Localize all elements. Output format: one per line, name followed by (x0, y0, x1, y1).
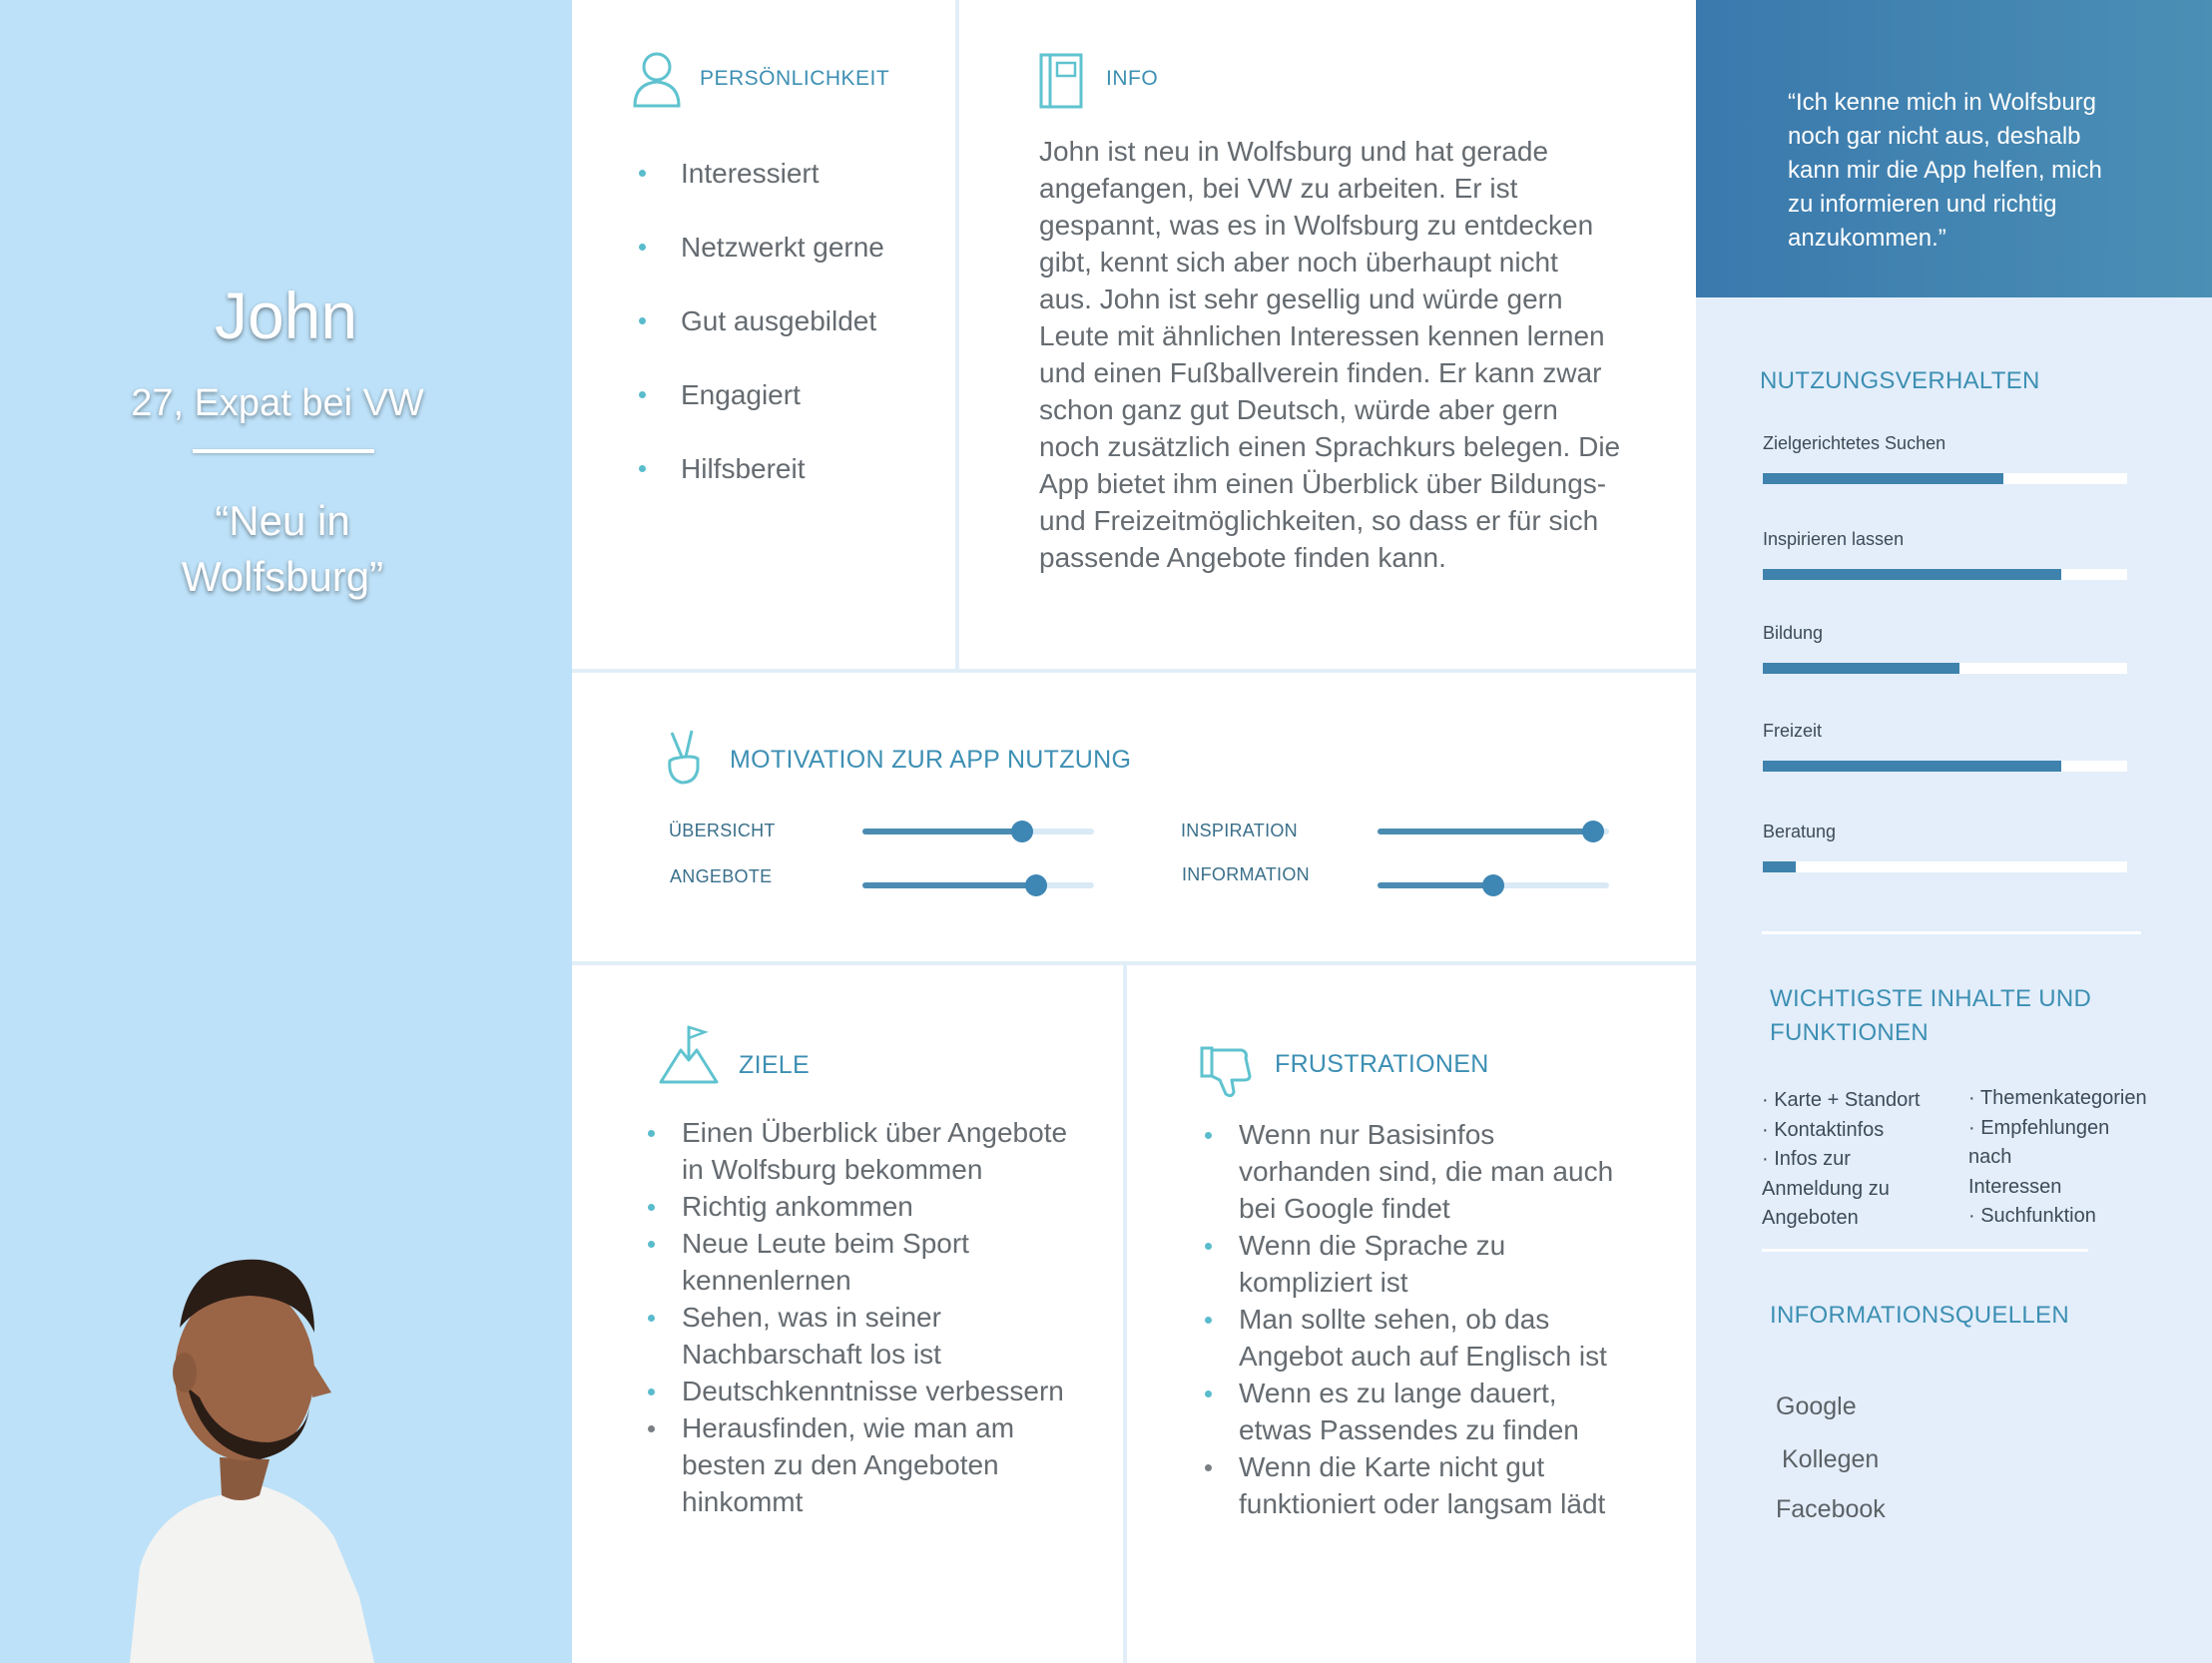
usage-bar (1763, 473, 2127, 484)
usage-bar-fill (1763, 861, 1796, 872)
content-item: Interessen (1968, 1175, 2062, 1198)
goals-item-line: hinkommt (682, 1486, 804, 1517)
person-icon (631, 50, 683, 108)
usage-bar-label: Zielgerichtetes Suchen (1763, 433, 1946, 453)
frustrations-item-line: kompliziert ist (1239, 1267, 1408, 1298)
slider-fill (862, 882, 1036, 888)
divider (1762, 931, 2141, 934)
content-item: · Empfehlungen (1968, 1116, 2110, 1139)
quote-box (1696, 0, 2212, 297)
frustrations-item (1197, 1301, 1636, 1375)
bullet-dot (648, 1241, 655, 1248)
slider-information[interactable] (1378, 882, 1609, 888)
usage-bar-fill (1763, 761, 2061, 772)
frustrations-item (1197, 1448, 1636, 1522)
frustrations-item-line: Wenn die Sprache zu (1239, 1230, 1506, 1261)
content-item: Anmeldung zu (1762, 1177, 1890, 1200)
usage-bar (1763, 663, 2127, 674)
frustrations-title: FRUSTRATIONEN (1275, 1050, 1489, 1078)
usage-bar-label: Inspirieren lassen (1763, 529, 1905, 549)
usage-bar-fill (1763, 663, 1959, 674)
quote-line: anzukommen.” (1788, 225, 1946, 252)
frustrations-item-line: etwas Passendes zu finden (1239, 1414, 1579, 1445)
goals-item-line: Nachbarschaft los ist (682, 1339, 941, 1370)
book-icon (1039, 53, 1083, 109)
contents-list-left (1762, 1086, 1920, 1234)
bullet-dot (639, 317, 646, 324)
info-line: gibt, kennt sich aber noch überhaupt nicht (1039, 247, 1558, 277)
info-line: und Freizeitmöglichkeiten, so dass er für sich (1039, 505, 1599, 536)
frustrations-item-line: Wenn es zu lange dauert, (1239, 1378, 1557, 1408)
goals-item (640, 1225, 1079, 1299)
quote-text (1788, 86, 2177, 256)
goals-title: ZIELE (739, 1051, 810, 1079)
bullet-dot (648, 1425, 655, 1432)
frustrations-item-line: Wenn nur Basisinfos (1239, 1119, 1495, 1150)
usage-bar-fill (1763, 569, 2061, 580)
usage-bar (1763, 761, 2127, 772)
slider-angebote[interactable] (862, 882, 1094, 888)
info-line: aus. John ist sehr gesellig und würde gern (1039, 283, 1563, 314)
goals-item-line: kennenlernen (682, 1265, 851, 1296)
info-title: INFO (1106, 67, 1159, 90)
goals-item-line: Deutschkenntnisse verbessern (682, 1376, 1064, 1406)
goals-item-line: Sehen, was in seiner (682, 1302, 941, 1333)
frustrations-item-line: vorhanden sind, die man auch (1239, 1156, 1614, 1187)
bullet-dot (648, 1315, 655, 1322)
usage-bar (1763, 569, 2127, 580)
info-line: Leute mit ähnlichen Interessen kennen lernen (1039, 320, 1605, 351)
usage-bar-fill (1763, 473, 2003, 484)
grid-divider (572, 669, 1696, 673)
quote-line: kann mir die App helfen, mich (1788, 157, 2102, 184)
quote-line: noch gar nicht aus, deshalb (1788, 123, 2081, 150)
bullet-dot (1205, 1132, 1212, 1139)
slider-label-information: INFORMATION (1182, 864, 1310, 884)
content-item: · Kontaktinfos (1762, 1118, 1885, 1141)
persona-subtitle: 27, Expat bei VW (131, 382, 424, 424)
frustrations-item-line: funktioniert oder langsam lädt (1239, 1488, 1606, 1519)
slider-label-uebersicht: ÜBERSICHT (669, 821, 776, 840)
frustrations-list (1197, 1116, 1636, 1522)
bullet-dot (1205, 1243, 1212, 1250)
frustrations-item-line: Man sollte sehen, ob das (1239, 1304, 1550, 1335)
goals-item (640, 1373, 1079, 1409)
victory-hand-icon (662, 727, 706, 787)
persona-tagline (0, 493, 565, 605)
thumbs-down-icon (1200, 1044, 1254, 1098)
slider-knob[interactable] (1582, 821, 1604, 842)
bullet-dot (639, 391, 646, 398)
info-text (1039, 133, 1638, 576)
info-line: noch zusätzlich einen Sprachkurs belegen. Die (1039, 431, 1621, 462)
personality-item-label: Engagiert (681, 379, 801, 410)
quote-line: zu informieren und richtig (1788, 191, 2057, 218)
bullet-dot (1205, 1390, 1212, 1397)
bullet-dot (648, 1388, 655, 1395)
goals-list (640, 1114, 1079, 1520)
grid-divider (955, 0, 959, 669)
motivation-title: MOTIVATION ZUR APP NUTZUNG (730, 746, 1132, 774)
bullet-dot (639, 170, 646, 177)
goals-item-line: Neue Leute beim Sport (682, 1228, 969, 1259)
slider-label-angebote: ANGEBOTE (670, 866, 773, 886)
personality-item (639, 297, 884, 371)
slider-fill (1378, 829, 1593, 834)
info-line: schon ganz gut Deutsch, würde aber gern (1039, 394, 1558, 425)
bullet-dot (639, 244, 646, 251)
persona-panel (0, 0, 572, 1663)
slider-label-inspiration: INSPIRATION (1181, 821, 1298, 840)
content-item: nach (1968, 1146, 2012, 1168)
goals-item-line: Einen Überblick über Angebote (682, 1117, 1068, 1148)
content-item: · Infos zur (1762, 1148, 1851, 1170)
frustrations-item-line: Angebot auch auf Englisch ist (1239, 1341, 1607, 1372)
bullet-dot (639, 465, 646, 472)
info-line: gespannt, was es in Wolfsburg zu entdecken (1039, 210, 1594, 241)
goals-item (640, 1114, 1079, 1188)
personality-title: PERSÖNLICHKEIT (700, 67, 890, 90)
usage-bar (1763, 861, 2127, 872)
bullet-dot (648, 1204, 655, 1211)
goals-item-line: Herausfinden, wie man am (682, 1412, 1015, 1443)
divider (193, 449, 374, 453)
source-item: Facebook (1776, 1495, 1886, 1523)
tagline-line: Wolfsburg” (181, 553, 384, 600)
slider-inspiration[interactable] (1378, 829, 1609, 834)
frustrations-item-line: bei Google findet (1239, 1193, 1450, 1224)
bullet-dot (648, 1130, 655, 1137)
info-line: passende Angebote finden kann. (1039, 542, 1446, 573)
personality-item-label: Hilfsbereit (681, 453, 806, 484)
goals-item (640, 1299, 1079, 1373)
usage-title: NUTZUNGSVERHALTEN (1760, 367, 2040, 394)
slider-knob[interactable] (1482, 874, 1504, 896)
contents-title-line: FUNKTIONEN (1770, 1019, 1929, 1046)
goals-item (640, 1188, 1079, 1225)
slider-knob[interactable] (1011, 821, 1033, 842)
slider-uebersicht[interactable] (862, 829, 1094, 834)
divider (1762, 1249, 2088, 1252)
content-item: Angeboten (1762, 1207, 1859, 1229)
mountain-flag-icon (659, 1024, 719, 1086)
usage-bar-label: Freizeit (1763, 721, 1823, 741)
persona-name: John (214, 278, 358, 352)
personality-item (639, 224, 884, 297)
slider-fill (1378, 882, 1493, 888)
personality-item-label: Netzwerkt gerne (681, 232, 884, 263)
bullet-dot (1205, 1464, 1212, 1471)
frustrations-item (1197, 1375, 1636, 1448)
slider-fill (862, 829, 1022, 834)
info-line: App bietet ihm einen Überblick über Bildungs- (1039, 468, 1607, 499)
goals-item-line: in Wolfsburg bekommen (682, 1154, 983, 1185)
usage-bar-label: Bildung (1763, 623, 1824, 643)
source-item: Google (1776, 1392, 1857, 1420)
goals-item-line: besten zu den Angeboten (682, 1449, 999, 1480)
personality-item-label: Gut ausgebildet (681, 305, 877, 336)
contents-list-right (1968, 1084, 2147, 1232)
slider-knob[interactable] (1025, 874, 1047, 896)
goals-item-line: Richtig ankommen (682, 1191, 913, 1222)
personality-list (639, 150, 884, 519)
grid-divider (1123, 961, 1127, 1663)
quote-line: “Ich kenne mich in Wolfsburg (1788, 89, 2097, 116)
info-line: angefangen, bei VW zu arbeiten. Er ist (1039, 173, 1518, 204)
source-item: Kollegen (1782, 1445, 1880, 1473)
grid-divider (572, 961, 1696, 965)
persona-photo (110, 1238, 389, 1663)
sources-title: INFORMATIONSQUELLEN (1770, 1302, 2069, 1329)
personality-item (639, 445, 884, 519)
frustrations-item-line: Wenn die Karte nicht gut (1239, 1451, 1545, 1482)
personality-item-label: Interessiert (681, 158, 820, 189)
tagline-line: “Neu in (215, 497, 350, 544)
usage-bar-label: Beratung (1763, 822, 1837, 841)
personality-item (639, 150, 884, 224)
content-item: · Themenkategorien (1968, 1087, 2147, 1109)
contents-title-line: WICHTIGSTE INHALTE UND (1770, 985, 2092, 1012)
goals-item (640, 1409, 1079, 1520)
bullet-dot (1205, 1317, 1212, 1324)
info-line: und einen Fußballverein finden. Er kann zwar (1039, 357, 1602, 388)
content-item: · Karte + Standort (1762, 1089, 1921, 1111)
personality-item (639, 371, 884, 445)
info-line: John ist neu in Wolfsburg und hat gerade (1039, 136, 1549, 167)
contents-title (1770, 982, 2091, 1050)
frustrations-item (1197, 1227, 1636, 1301)
frustrations-item (1197, 1116, 1636, 1227)
content-item: · Suchfunktion (1968, 1205, 2096, 1227)
